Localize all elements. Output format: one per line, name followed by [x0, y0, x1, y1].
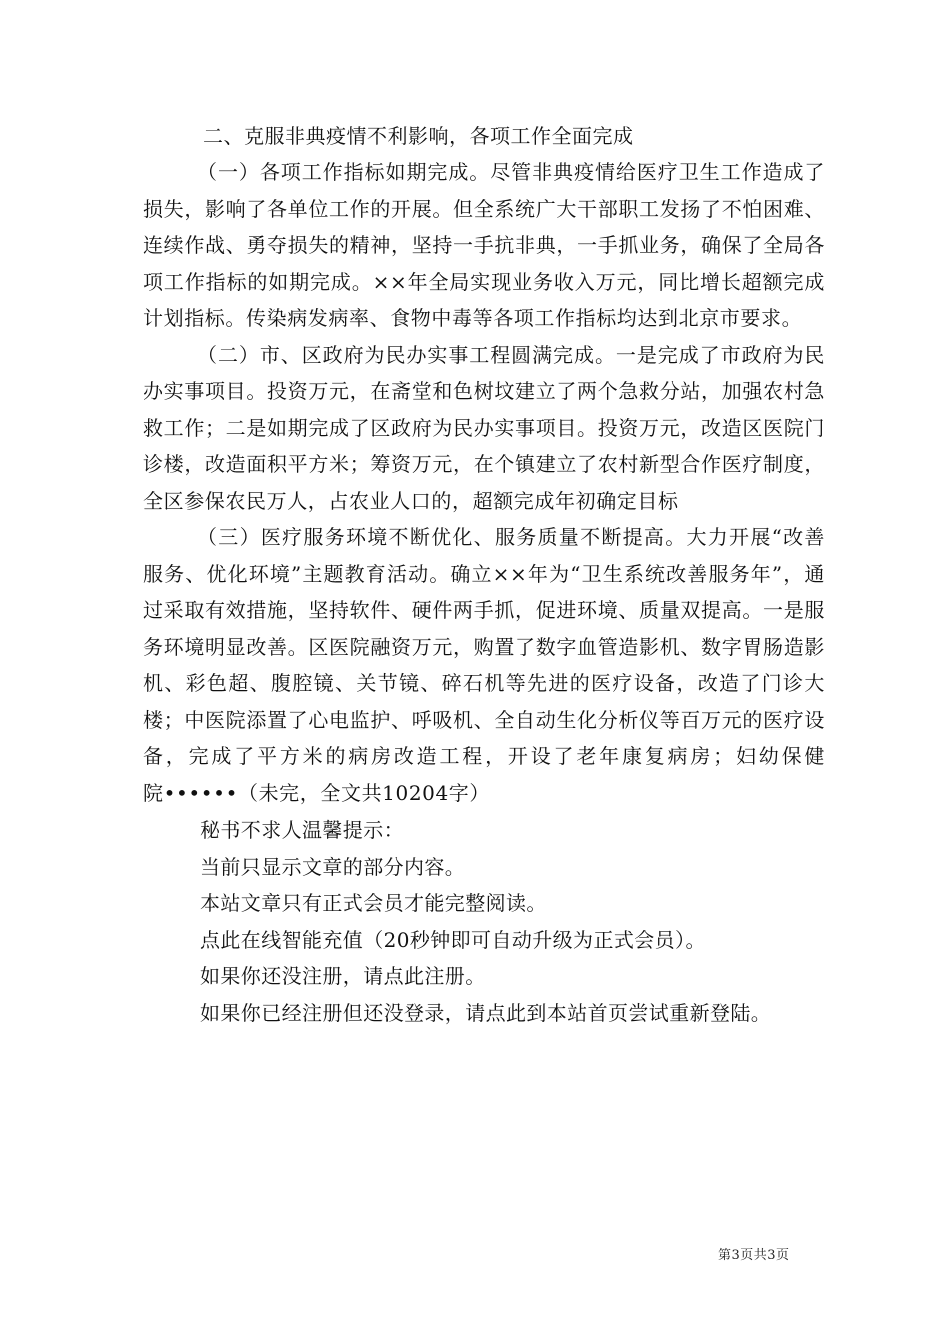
member-notice [143, 812, 825, 1032]
document-body [143, 118, 825, 1032]
paragraph-2: （二）市、区政府为民办实事工程圆满完成。一是完成了市政府为民办实事项目。投资万元，在斋堂和色树坟建立了两个急救分站，加强农村急救工作；二是如期完成了区政府为民办实事项目。投资万元，改造区医院门诊楼，改造面积平方米；筹资万元，在个镇建立了农村新型合作医疗制度，全区参保农民万人，占农业人口的，超额完成年初确定目标 [143, 342, 825, 513]
section-heading: 二、克服非典疫情不利影响，各项工作全面完成 [203, 124, 634, 148]
notice-register-link[interactable]: 如果你还没注册，请点此注册。 [200, 964, 486, 989]
paragraph-1: （一）各项工作指标如期完成。尽管非典疫情给医疗卫生工作造成了损失，影响了各单位工作的开展。但全系统广大干部职工发扬了不怕困难、连续作战、勇夺损失的精神，坚持一手抗非典，一手抓业务，确保了全局各项工作指标的如期完成。××年全局实现业务收入万元，同比增长超额完成计划指标。传染病发病率、食物中毒等各项工作指标均达到北京市要求。 [143, 160, 825, 330]
notice-title: 秘书不求人温馨提示： [200, 818, 404, 842]
truncation-line: 院••••••（未完，全文共10204字） [143, 780, 491, 805]
paragraph-3: （三）医疗服务环境不断优化、服务质量不断提高。大力开展“改善服务、优化环境”主题教育活动。确立××年为“卫生系统改善服务年”，通过采取有效措施，坚持软件、硬件两手抓，促进环境、质量双提高。一是服务环境明显改善。区医院融资万元，购置了数字血管造影机、数字胃肠造影机、彩色超、腹腔镜、关节镜、碎石机等先进的医疗设备，改造了门诊大楼；中医院添置了心电监护、呼吸机、全自动生化分析仪等百万元的医疗设备，完成了平方米的病房改造工程，开设了老年康复病房；妇幼保健 [143, 525, 825, 768]
notice-partial-content: 当前只显示文章的部分内容。 [200, 854, 466, 879]
page-number: 第3页共3页 [718, 1248, 790, 1263]
notice-recharge-link[interactable]: 点此在线智能充值（20秒钟即可自动升级为正式会员）。 [200, 927, 706, 952]
notice-login-link[interactable]: 如果你已经注册但还没登录，请点此到本站首页尝试重新登陆。 [200, 1000, 772, 1025]
notice-members-only: 本站文章只有正式会员才能完整阅读。 [200, 891, 547, 916]
